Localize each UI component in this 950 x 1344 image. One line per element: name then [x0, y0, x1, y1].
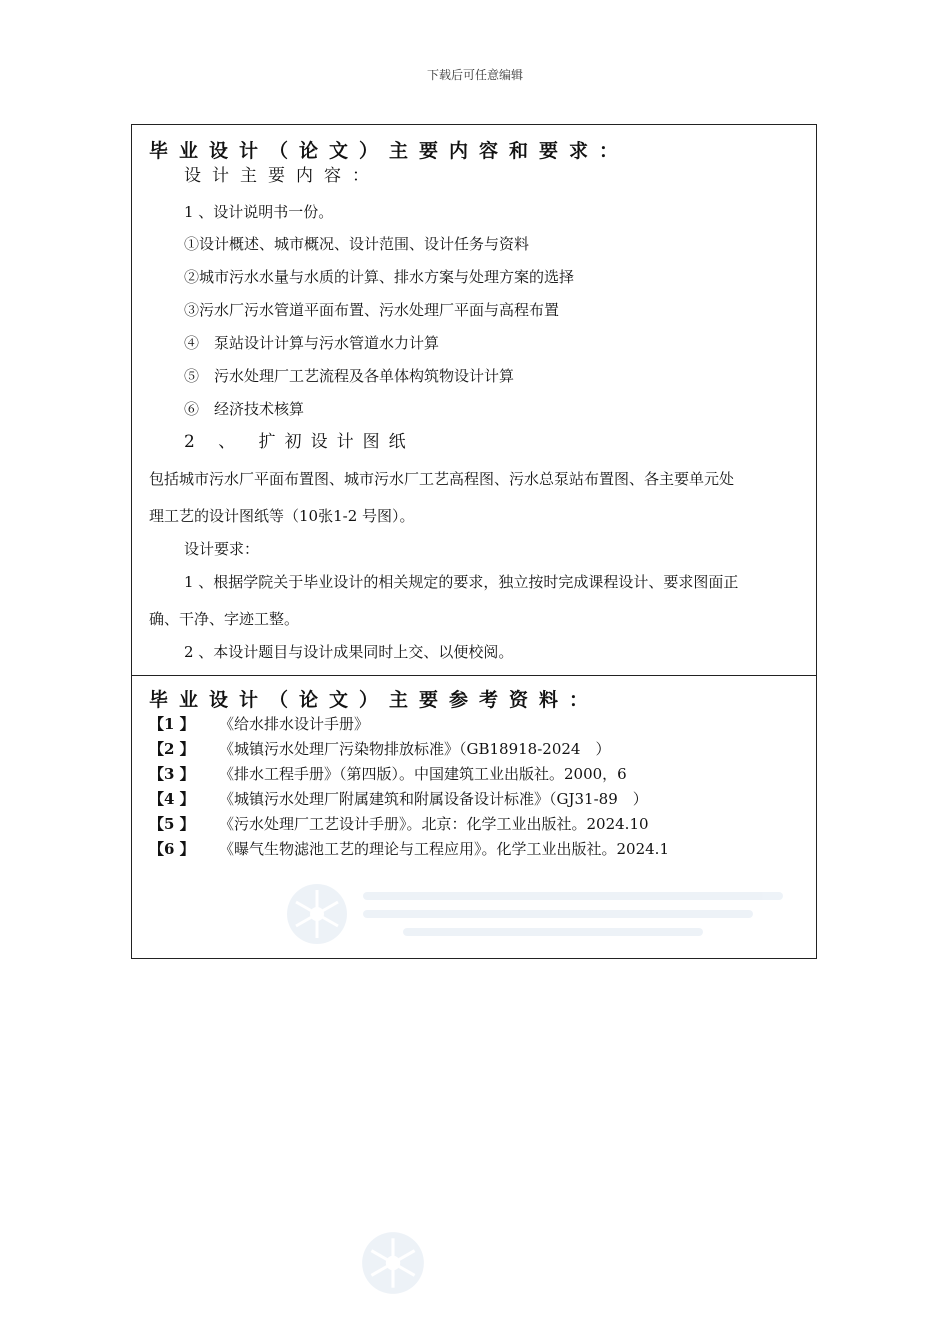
content-item-2: 2 、 扩初设计图纸 [184, 432, 415, 452]
sub-item-4: ④ 泵站设计计算与污水管道水力计算 [184, 334, 440, 352]
section-divider [132, 675, 816, 676]
reference-text: 《排水工程手册》（第四版）。中国建筑工业出版社。2000，6 [219, 765, 627, 783]
watermark-logo [283, 880, 803, 950]
snowflake-icon [358, 1228, 428, 1298]
requirement-1-line1: 1 、根据学院关于毕业设计的相关规定的要求，独立按时完成课程设计、要求图面正 [184, 573, 739, 591]
item2-text-line2: 理工艺的设计图纸等（10张1-2 号图）。 [149, 507, 415, 525]
reference-item [149, 765, 627, 783]
reference-item [149, 715, 369, 733]
reference-item [149, 815, 649, 833]
watermark-logo-bottom [358, 1228, 428, 1298]
requirements-title: 设计要求： [184, 540, 260, 558]
reference-number: 【2 】 [149, 740, 195, 758]
sub-item-1: ①设计概述、城市概况、设计范围、设计任务与资料 [184, 235, 530, 253]
sub-item-2: ②城市污水水量与水质的计算、排水方案与处理方案的选择 [184, 268, 575, 286]
reference-number: 【6 】 [149, 840, 195, 858]
reference-text: 《给水排水设计手册》 [219, 715, 370, 733]
item2-text-line1: 包括城市污水厂平面布置图、城市污水厂工艺高程图、污水总泵站布置图、各主要单元处 [149, 470, 735, 488]
page-header-note: 下载后可任意编辑 [426, 68, 523, 82]
reference-item [149, 740, 610, 758]
section1-title: 毕业设计（论文）主要内容和要求： [149, 140, 630, 162]
sub-item-6: ⑥ 经济技术核算 [184, 400, 305, 418]
reference-number: 【4 】 [149, 790, 195, 808]
content-item-1: 1 、设计说明书一份。 [184, 203, 334, 221]
reference-text: 《污水处理厂工艺设计手册》。北京：化学工业出版社。2024.10 [219, 815, 649, 833]
reference-item [149, 840, 669, 858]
section1-subtitle: 设计主要内容： [184, 166, 380, 186]
snowflake-icon [283, 880, 351, 948]
reference-number: 【5 】 [149, 815, 195, 833]
sub-item-3: ③污水厂污水管道平面布置、污水处理厂平面与高程布置 [184, 301, 560, 319]
form-table [131, 124, 817, 959]
requirement-1-line2: 确、干净、字迹工整。 [149, 610, 300, 628]
sub-item-5: ⑤ 污水处理厂工艺流程及各单体构筑物设计计算 [184, 367, 515, 385]
section2-title: 毕业设计（论文）主要参考资料： [149, 689, 600, 711]
reference-item [149, 790, 648, 808]
requirement-2: 2 、本设计题目与设计成果同时上交、以便校阅。 [184, 643, 514, 661]
reference-text: 《城镇污水处理厂附属建筑和附属设备设计标准》（GJ31-89 ） [219, 790, 648, 808]
reference-text: 《曝气生物滤池工艺的理论与工程应用》。化学工业出版社。2024.1 [219, 840, 669, 858]
reference-number: 【3 】 [149, 765, 195, 783]
reference-number: 【1 】 [149, 715, 195, 733]
reference-text: 《城镇污水处理厂污染物排放标准》（GB18918-2024 ） [219, 740, 611, 758]
